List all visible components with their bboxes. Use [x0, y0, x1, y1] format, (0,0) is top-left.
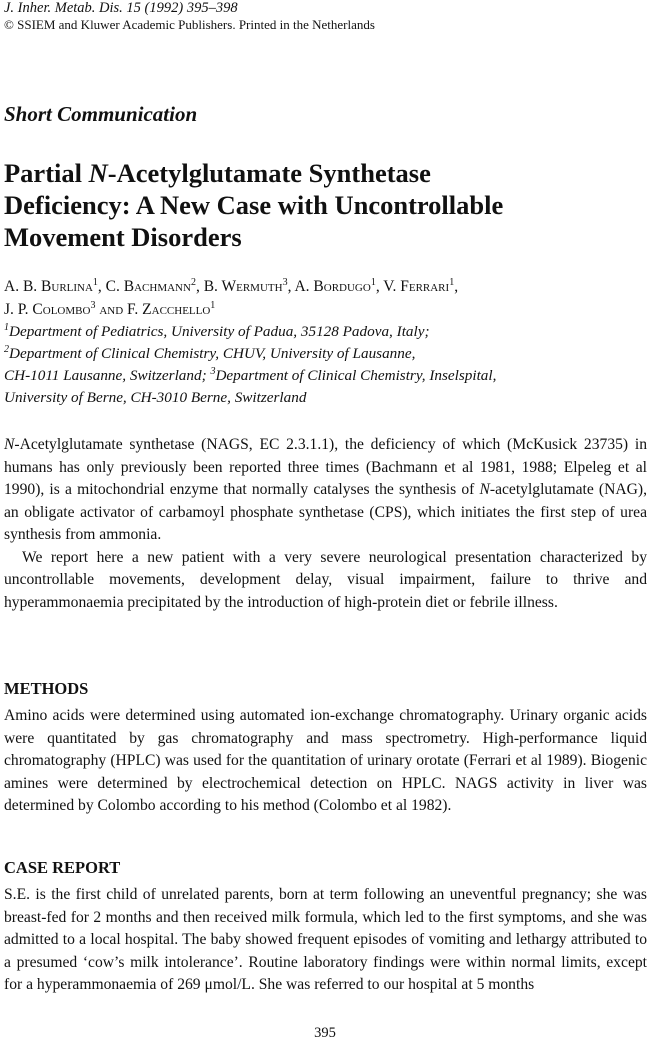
- title-part2: -Acetylglutamate Synthetase: [107, 158, 431, 188]
- affil-text: University of Berne, CH-3010 Berne, Switzerland: [4, 389, 307, 406]
- author-name: , A. Bordugo: [287, 278, 371, 295]
- methods-text: Amino acids were determined using automated ion-exchange chromatography. Urinary organic acids were quantitated by gas chromatography and mass spectrometry. High-performance liquid chromatography (HPLC) was used for the quantitation of urinary orotate (Ferrari et al 1989). Biogenic amines were determined by electrochemical detection on HPLC. NAGS activity in liver was determined by Colombo according to his method (Colombo et al 1982).: [4, 707, 647, 814]
- introduction: [4, 434, 647, 614]
- author-sup: 1: [370, 276, 376, 288]
- affil-text: Department of Pediatrics, University of Padua, 35128 Padova, Italy;: [9, 323, 430, 340]
- author-sup: 1: [449, 276, 455, 288]
- author-sup: 1: [92, 276, 98, 288]
- affil-sup: 3: [210, 365, 216, 377]
- article-title: [4, 157, 503, 253]
- journal-citation: J. Inher. Metab. Dis. 15 (1992) 395–398: [4, 0, 238, 16]
- intro-paragraph-2: We report here a new patient with a very severe neurological presentation characterized by uncontrollable movements, development delay, visual impairment, failure to thrive and hyperammonaemia precipitated by the introduction of high-protein diet or febrile illness.: [4, 548, 647, 611]
- affil-text: CH-1011 Lausanne, Switzerland;: [4, 367, 211, 384]
- intro-italic: N: [479, 481, 490, 498]
- author-line-2: [4, 298, 458, 321]
- author-name: and F. Zacchello: [95, 301, 211, 318]
- publisher-line: © SSIEM and Kluwer Academic Publishers. Printed in the Netherlands: [4, 17, 375, 32]
- page-number: 395: [314, 1025, 336, 1041]
- author-sup: 1: [210, 299, 216, 311]
- case-report-text: S.E. is the first child of unrelated parents, born at term following an uneventful pregnancy; she was breast-fed for 2 months and then received milk formula, which led to the first symptoms, and she was admitted to a local hospital. The baby showed frequent episodes of vomiting and lethargy attributed to a presumed ‘cow’s milk intolerance’. Routine laboratory findings were within normal limits, except for a hyperammonaemia of 269 μmol/L. She was referred to our hospital at 5 months: [4, 886, 647, 993]
- title-line2: Deficiency: A New Case with Uncontrollable: [4, 190, 504, 220]
- title-italic-n: N: [88, 158, 108, 188]
- intro-italic: N: [4, 436, 15, 453]
- title-line3: Movement Disorders: [4, 222, 242, 252]
- affil-sup: 1: [4, 321, 9, 333]
- affil-text: Department of Clinical Chemistry, CHUV, University of Lausanne,: [9, 345, 416, 362]
- affil-text: Department of Clinical Chemistry, Inselspital,: [215, 367, 497, 384]
- intro-paragraph-1: [4, 434, 647, 547]
- affil-sup: 2: [4, 343, 9, 355]
- author-sup: 3: [282, 276, 288, 288]
- section-label: Short Communication: [4, 102, 198, 126]
- author-sup: 3: [90, 299, 96, 311]
- author-name: , C. Bachmann: [97, 278, 191, 295]
- methods-heading: METHODS: [4, 679, 89, 698]
- case-report-heading: CASE REPORT: [4, 858, 121, 877]
- author-name: , B. Wermuth: [195, 278, 283, 295]
- title-part1: Partial: [4, 158, 89, 188]
- author-sep: ,: [454, 278, 459, 295]
- author-name: A. B. Burlina: [4, 278, 93, 295]
- intro-text: -acetylglutamate (NAG), an obligate activator of carbamoyl phosphate synthetase (CPS), which initiates the first step of urea synthesis from ammonia.: [4, 481, 648, 543]
- author-list: [4, 275, 458, 321]
- author-sup: 2: [190, 276, 196, 288]
- author-line-1: [4, 275, 458, 298]
- intro-text: -Acetylglutamate synthetase (NAGS, EC 2.3.1.1), the deficiency of which (McKusick 23735) in humans has only previously been reported three times (Bachmann et al 1981, 1988; Elpeleg et al 1990), is a mitochondrial enzyme that normally catalyses the synthesis of: [4, 436, 647, 498]
- author-name: , V. Ferrari: [375, 278, 450, 295]
- affiliations: [4, 321, 496, 409]
- author-name: J. P. Colombo: [4, 301, 91, 318]
